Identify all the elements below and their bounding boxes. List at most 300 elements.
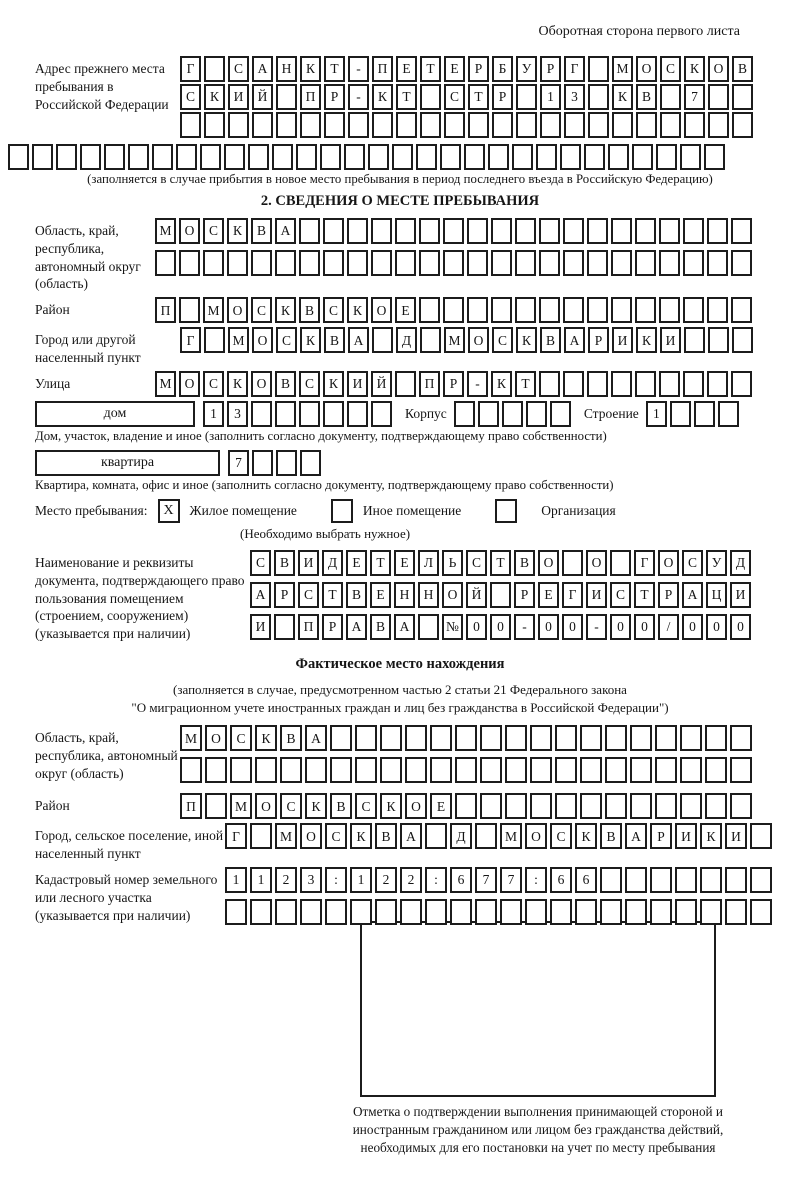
char-box[interactable] [718, 401, 739, 427]
char-box[interactable]: 6 [575, 867, 597, 893]
char-box[interactable]: С [250, 550, 271, 576]
char-box[interactable] [419, 250, 440, 276]
char-box[interactable]: К [227, 218, 248, 244]
char-box[interactable]: А [348, 327, 369, 353]
char-box[interactable] [587, 297, 608, 323]
char-box[interactable] [530, 793, 552, 819]
char-box[interactable]: Р [274, 582, 295, 608]
char-box[interactable] [731, 371, 752, 397]
char-box[interactable]: А [250, 582, 271, 608]
char-box[interactable] [612, 112, 633, 138]
char-box[interactable] [490, 582, 511, 608]
char-box[interactable] [443, 250, 464, 276]
char-box[interactable]: 0 [730, 614, 751, 640]
char-box[interactable] [630, 757, 652, 783]
char-box[interactable]: С [251, 297, 272, 323]
char-box[interactable]: К [204, 84, 225, 110]
char-box[interactable] [732, 112, 753, 138]
char-box[interactable]: 6 [550, 867, 572, 893]
char-box[interactable] [300, 112, 321, 138]
char-box[interactable] [555, 725, 577, 751]
char-box[interactable] [179, 297, 200, 323]
char-box[interactable] [276, 112, 297, 138]
char-box[interactable] [347, 218, 368, 244]
char-box[interactable]: С [323, 297, 344, 323]
char-box[interactable]: А [400, 823, 422, 849]
char-box[interactable] [274, 614, 295, 640]
char-box[interactable]: В [274, 550, 295, 576]
char-box[interactable]: 7 [684, 84, 705, 110]
char-box[interactable]: В [375, 823, 397, 849]
char-box[interactable]: 0 [538, 614, 559, 640]
char-box[interactable] [323, 250, 344, 276]
char-box[interactable] [200, 144, 221, 170]
char-box[interactable] [704, 144, 725, 170]
char-box[interactable] [659, 250, 680, 276]
char-box[interactable] [467, 218, 488, 244]
char-box[interactable]: О [227, 297, 248, 323]
char-box[interactable] [659, 297, 680, 323]
char-box[interactable] [680, 757, 702, 783]
char-box[interactable] [372, 112, 393, 138]
char-box[interactable] [656, 144, 677, 170]
char-box[interactable] [575, 899, 597, 925]
char-box[interactable]: Р [514, 582, 535, 608]
char-box[interactable]: В [732, 56, 753, 82]
char-box[interactable] [251, 401, 272, 427]
char-box[interactable] [252, 112, 273, 138]
char-box[interactable] [632, 144, 653, 170]
char-box[interactable]: Д [322, 550, 343, 576]
char-box[interactable]: О [538, 550, 559, 576]
char-box[interactable]: О [708, 56, 729, 82]
char-box[interactable]: А [252, 56, 273, 82]
char-box[interactable] [635, 297, 656, 323]
char-box[interactable]: 3 [227, 401, 248, 427]
char-box[interactable] [512, 144, 533, 170]
char-box[interactable] [708, 112, 729, 138]
char-box[interactable] [516, 112, 537, 138]
char-box[interactable]: : [425, 867, 447, 893]
char-box[interactable] [732, 327, 753, 353]
char-box[interactable]: А [394, 614, 415, 640]
char-box[interactable]: Д [450, 823, 472, 849]
char-box[interactable] [731, 250, 752, 276]
char-box[interactable]: В [299, 297, 320, 323]
char-box[interactable] [8, 144, 29, 170]
char-box[interactable] [526, 401, 547, 427]
char-box[interactable]: Р [324, 84, 345, 110]
char-box[interactable]: С [610, 582, 631, 608]
char-box[interactable] [630, 725, 652, 751]
char-box[interactable] [468, 112, 489, 138]
char-box[interactable] [492, 112, 513, 138]
char-box[interactable] [625, 867, 647, 893]
char-box[interactable] [275, 899, 297, 925]
char-box[interactable]: Т [468, 84, 489, 110]
char-box[interactable]: В [251, 218, 272, 244]
char-box[interactable] [467, 250, 488, 276]
char-box[interactable] [395, 371, 416, 397]
char-box[interactable] [32, 144, 53, 170]
char-box[interactable]: 7 [228, 450, 249, 476]
char-box[interactable] [625, 899, 647, 925]
char-box[interactable]: К [380, 793, 402, 819]
char-box[interactable] [272, 144, 293, 170]
char-box[interactable] [605, 793, 627, 819]
char-box[interactable]: Г [225, 823, 247, 849]
char-box[interactable] [584, 144, 605, 170]
char-box[interactable]: О [586, 550, 607, 576]
char-box[interactable]: И [675, 823, 697, 849]
char-box[interactable] [587, 218, 608, 244]
char-box[interactable] [707, 218, 728, 244]
char-box[interactable]: 0 [490, 614, 511, 640]
char-box[interactable]: 0 [466, 614, 487, 640]
char-box[interactable]: Й [252, 84, 273, 110]
char-box[interactable] [128, 144, 149, 170]
char-box[interactable] [650, 899, 672, 925]
checkbox-other-premises[interactable] [331, 499, 353, 523]
char-box[interactable]: 1 [350, 867, 372, 893]
char-box[interactable] [539, 218, 560, 244]
char-box[interactable] [540, 112, 561, 138]
char-box[interactable] [400, 899, 422, 925]
char-box[interactable] [250, 823, 272, 849]
char-box[interactable] [204, 327, 225, 353]
char-box[interactable] [655, 793, 677, 819]
char-box[interactable]: И [250, 614, 271, 640]
char-box[interactable] [539, 297, 560, 323]
char-box[interactable]: С [444, 84, 465, 110]
char-box[interactable] [707, 297, 728, 323]
char-box[interactable]: Е [394, 550, 415, 576]
char-box[interactable]: П [298, 614, 319, 640]
char-box[interactable]: Е [395, 297, 416, 323]
char-box[interactable] [563, 250, 584, 276]
char-box[interactable] [650, 867, 672, 893]
char-box[interactable]: М [228, 327, 249, 353]
char-box[interactable]: М [180, 725, 202, 751]
char-box[interactable]: И [586, 582, 607, 608]
char-box[interactable]: Т [490, 550, 511, 576]
char-box[interactable] [455, 757, 477, 783]
char-box[interactable] [380, 757, 402, 783]
char-box[interactable] [732, 84, 753, 110]
char-box[interactable]: К [300, 327, 321, 353]
char-box[interactable]: А [564, 327, 585, 353]
char-box[interactable] [225, 899, 247, 925]
char-box[interactable]: М [230, 793, 252, 819]
char-box[interactable]: 7 [500, 867, 522, 893]
char-box[interactable] [505, 725, 527, 751]
char-box[interactable] [588, 112, 609, 138]
char-box[interactable]: И [347, 371, 368, 397]
char-box[interactable] [443, 218, 464, 244]
char-box[interactable] [580, 793, 602, 819]
char-box[interactable]: К [300, 56, 321, 82]
char-box[interactable] [425, 899, 447, 925]
char-box[interactable] [694, 401, 715, 427]
char-box[interactable]: М [203, 297, 224, 323]
char-box[interactable]: О [255, 793, 277, 819]
char-box[interactable]: С [276, 327, 297, 353]
char-box[interactable] [443, 297, 464, 323]
char-box[interactable]: Р [322, 614, 343, 640]
char-box[interactable] [152, 144, 173, 170]
char-box[interactable] [539, 371, 560, 397]
char-box[interactable] [725, 867, 747, 893]
char-box[interactable] [276, 450, 297, 476]
char-box[interactable] [325, 899, 347, 925]
char-box[interactable] [464, 144, 485, 170]
char-box[interactable] [605, 757, 627, 783]
char-box[interactable]: С [228, 56, 249, 82]
char-box[interactable] [588, 56, 609, 82]
char-box[interactable]: А [275, 218, 296, 244]
char-box[interactable]: 0 [610, 614, 631, 640]
char-box[interactable]: В [370, 614, 391, 640]
char-box[interactable] [516, 84, 537, 110]
char-box[interactable] [475, 823, 497, 849]
char-box[interactable]: Н [394, 582, 415, 608]
char-box[interactable]: : [525, 867, 547, 893]
char-box[interactable] [502, 401, 523, 427]
char-box[interactable] [430, 757, 452, 783]
char-box[interactable]: С [299, 371, 320, 397]
char-box[interactable] [600, 867, 622, 893]
char-box[interactable] [368, 144, 389, 170]
char-box[interactable]: О [405, 793, 427, 819]
char-box[interactable] [396, 112, 417, 138]
char-box[interactable]: Н [276, 56, 297, 82]
char-box[interactable]: К [684, 56, 705, 82]
char-box[interactable] [636, 112, 657, 138]
char-box[interactable] [80, 144, 101, 170]
char-box[interactable] [539, 250, 560, 276]
char-box[interactable]: О [251, 371, 272, 397]
char-box[interactable] [515, 218, 536, 244]
char-box[interactable] [392, 144, 413, 170]
char-box[interactable] [405, 757, 427, 783]
char-box[interactable] [611, 371, 632, 397]
char-box[interactable]: С [466, 550, 487, 576]
checkbox-organization[interactable] [495, 499, 517, 523]
char-box[interactable] [587, 250, 608, 276]
char-box[interactable]: К [372, 84, 393, 110]
char-box[interactable] [251, 250, 272, 276]
char-box[interactable] [180, 112, 201, 138]
char-box[interactable] [344, 144, 365, 170]
char-box[interactable]: Т [634, 582, 655, 608]
char-box[interactable]: Е [396, 56, 417, 82]
char-box[interactable] [564, 112, 585, 138]
char-box[interactable] [275, 250, 296, 276]
char-box[interactable] [750, 823, 772, 849]
char-box[interactable] [515, 250, 536, 276]
char-box[interactable] [203, 250, 224, 276]
char-box[interactable] [683, 371, 704, 397]
char-box[interactable] [355, 725, 377, 751]
char-box[interactable]: П [180, 793, 202, 819]
char-box[interactable] [705, 793, 727, 819]
char-box[interactable] [204, 56, 225, 82]
char-box[interactable]: О [179, 218, 200, 244]
char-box[interactable]: Е [538, 582, 559, 608]
char-box[interactable] [380, 725, 402, 751]
char-box[interactable] [750, 867, 772, 893]
char-box[interactable]: И [612, 327, 633, 353]
char-box[interactable]: О [468, 327, 489, 353]
char-box[interactable]: О [252, 327, 273, 353]
char-box[interactable]: О [205, 725, 227, 751]
char-box[interactable] [550, 401, 571, 427]
char-box[interactable]: В [324, 327, 345, 353]
char-box[interactable] [610, 550, 631, 576]
char-box[interactable]: К [516, 327, 537, 353]
char-box[interactable] [480, 757, 502, 783]
char-box[interactable] [324, 112, 345, 138]
char-box[interactable]: 3 [564, 84, 585, 110]
char-box[interactable]: С [492, 327, 513, 353]
char-box[interactable] [705, 757, 727, 783]
char-box[interactable]: 1 [646, 401, 667, 427]
char-box[interactable] [255, 757, 277, 783]
char-box[interactable]: С [325, 823, 347, 849]
char-box[interactable] [176, 144, 197, 170]
char-box[interactable]: Г [180, 327, 201, 353]
char-box[interactable]: 2 [275, 867, 297, 893]
char-box[interactable]: В [514, 550, 535, 576]
char-box[interactable] [731, 297, 752, 323]
char-box[interactable]: А [682, 582, 703, 608]
char-box[interactable]: О [371, 297, 392, 323]
char-box[interactable] [655, 725, 677, 751]
char-box[interactable]: П [372, 56, 393, 82]
char-box[interactable] [588, 84, 609, 110]
char-box[interactable] [348, 112, 369, 138]
char-box[interactable]: У [516, 56, 537, 82]
char-box[interactable] [635, 250, 656, 276]
char-box[interactable]: Г [634, 550, 655, 576]
char-box[interactable] [320, 144, 341, 170]
char-box[interactable] [179, 250, 200, 276]
char-box[interactable]: 1 [540, 84, 561, 110]
char-box[interactable]: И [228, 84, 249, 110]
char-box[interactable]: О [525, 823, 547, 849]
char-box[interactable] [350, 899, 372, 925]
char-box[interactable] [276, 84, 297, 110]
char-box[interactable]: М [612, 56, 633, 82]
char-box[interactable] [563, 218, 584, 244]
char-box[interactable] [455, 725, 477, 751]
char-box[interactable]: С [550, 823, 572, 849]
char-box[interactable]: 1 [203, 401, 224, 427]
char-box[interactable] [330, 757, 352, 783]
char-box[interactable]: 0 [634, 614, 655, 640]
char-box[interactable] [605, 725, 627, 751]
char-box[interactable] [420, 84, 441, 110]
char-box[interactable] [725, 899, 747, 925]
char-box[interactable] [708, 327, 729, 353]
char-box[interactable] [608, 144, 629, 170]
char-box[interactable] [680, 793, 702, 819]
char-box[interactable]: С [180, 84, 201, 110]
char-box[interactable] [299, 218, 320, 244]
char-box[interactable] [230, 757, 252, 783]
char-box[interactable]: Е [370, 582, 391, 608]
char-box[interactable] [280, 757, 302, 783]
char-box[interactable] [205, 793, 227, 819]
char-box[interactable] [730, 793, 752, 819]
char-box[interactable] [708, 84, 729, 110]
char-box[interactable] [707, 250, 728, 276]
char-box[interactable]: Г [564, 56, 585, 82]
char-box[interactable]: С [298, 582, 319, 608]
char-box[interactable]: С [203, 371, 224, 397]
char-box[interactable] [305, 757, 327, 783]
char-box[interactable] [680, 144, 701, 170]
char-box[interactable] [299, 250, 320, 276]
char-box[interactable] [611, 218, 632, 244]
char-box[interactable]: Р [658, 582, 679, 608]
char-box[interactable]: - [467, 371, 488, 397]
char-box[interactable] [491, 297, 512, 323]
char-box[interactable] [419, 297, 440, 323]
char-box[interactable]: - [348, 56, 369, 82]
char-box[interactable] [347, 401, 368, 427]
char-box[interactable]: В [600, 823, 622, 849]
char-box[interactable] [660, 112, 681, 138]
char-box[interactable]: К [227, 371, 248, 397]
char-box[interactable] [419, 218, 440, 244]
char-box[interactable] [204, 112, 225, 138]
char-box[interactable]: К [612, 84, 633, 110]
char-box[interactable] [635, 371, 656, 397]
char-box[interactable] [180, 757, 202, 783]
char-box[interactable] [611, 297, 632, 323]
char-box[interactable] [323, 401, 344, 427]
char-box[interactable] [707, 371, 728, 397]
char-box[interactable] [478, 401, 499, 427]
char-box[interactable] [660, 84, 681, 110]
char-box[interactable] [730, 757, 752, 783]
char-box[interactable] [371, 401, 392, 427]
char-box[interactable]: Т [396, 84, 417, 110]
char-box[interactable]: О [636, 56, 657, 82]
char-box[interactable]: М [275, 823, 297, 849]
char-box[interactable]: С [682, 550, 703, 576]
char-box[interactable]: Й [466, 582, 487, 608]
char-box[interactable]: Й [371, 371, 392, 397]
char-box[interactable]: Е [430, 793, 452, 819]
char-box[interactable]: Р [588, 327, 609, 353]
char-box[interactable]: Р [650, 823, 672, 849]
char-box[interactable] [684, 327, 705, 353]
char-box[interactable] [515, 297, 536, 323]
char-box[interactable] [420, 327, 441, 353]
char-box[interactable] [275, 401, 296, 427]
char-box[interactable] [683, 250, 704, 276]
char-box[interactable] [488, 144, 509, 170]
char-box[interactable]: Т [322, 582, 343, 608]
char-box[interactable] [371, 250, 392, 276]
char-box[interactable]: М [155, 371, 176, 397]
char-box[interactable] [300, 450, 321, 476]
char-box[interactable]: И [298, 550, 319, 576]
char-box[interactable]: 0 [562, 614, 583, 640]
char-box[interactable] [450, 899, 472, 925]
